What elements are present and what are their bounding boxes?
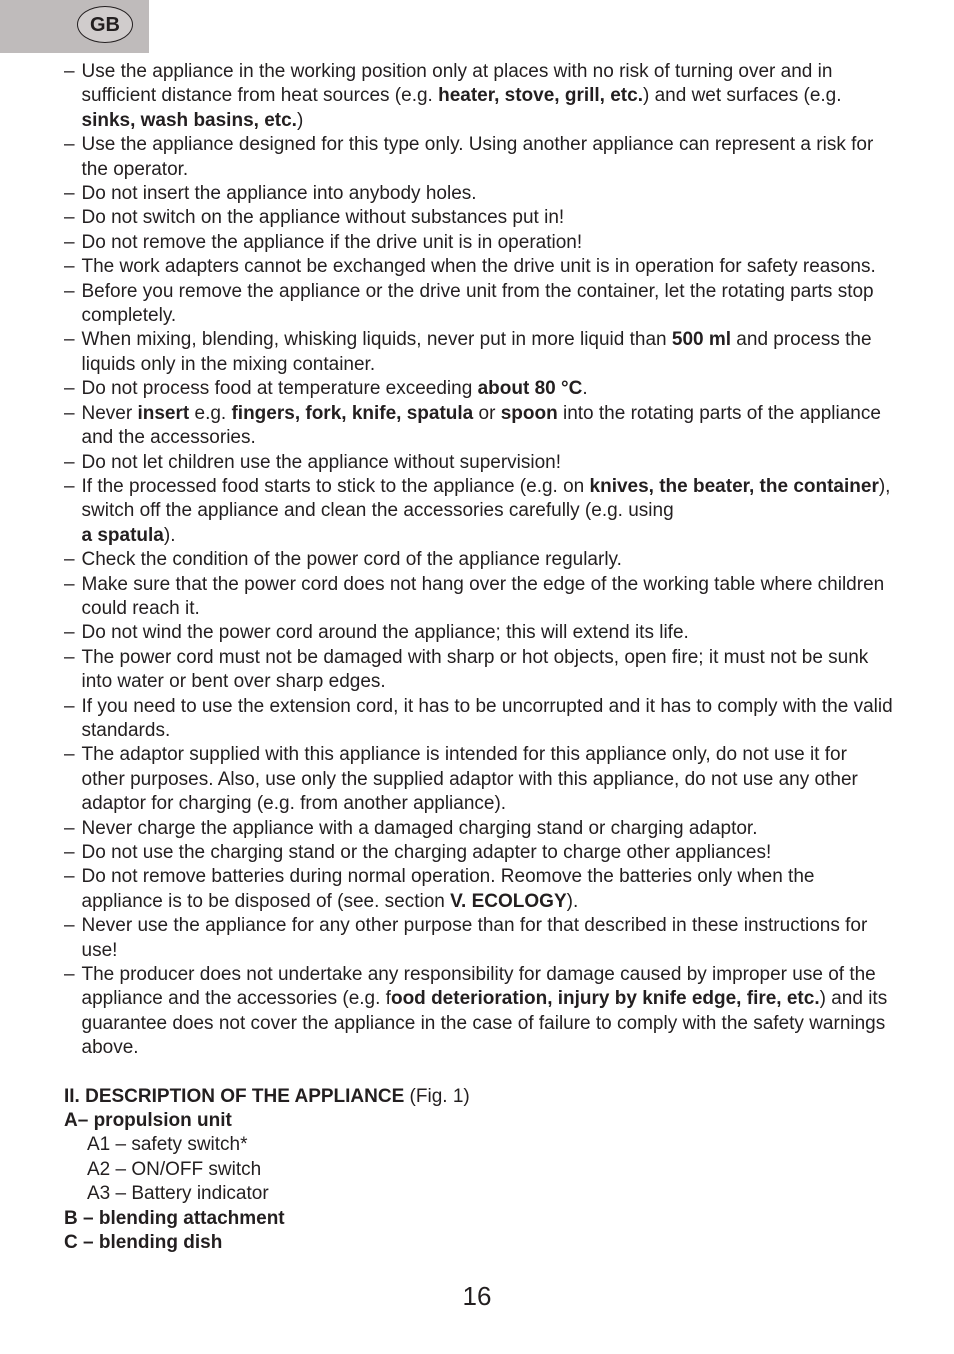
warning-item: – The adaptor supplied with this appliance is intended for this appliance only, do not use it for other purposes. Also, use only the supplied adaptor with this appliance, do not use any other adaptor for charging (e.g. from another appliance). — [64, 743, 894, 816]
warning-item: – Never charge the appliance with a damaged charging stand or charging adaptor. — [64, 817, 894, 841]
warning-item: – Before you remove the appliance or the drive unit from the container, let the rotating parts stop completely. — [64, 280, 894, 329]
part-a-item: A2 – ON/OFF switch — [87, 1158, 262, 1180]
language-tab — [0, 0, 149, 53]
warning-item: – Make sure that the power cord does not hang over the edge of the working table where children could reach it. — [64, 573, 894, 622]
warning-item: – Do not insert the appliance into anybody holes. — [64, 182, 894, 206]
warning-item: – Do not let children use the appliance without supervision! — [64, 451, 894, 475]
warning-item: – Do not process food at temperature exceeding about 80 °C. — [64, 377, 894, 401]
warning-item: – Do not remove batteries during normal operation. Reomove the batteries only when the appliance is to be disposed of (see. section V. ECOLOGY). — [64, 865, 894, 914]
part-a-item: A3 – Battery indicator — [87, 1183, 269, 1205]
warning-item: – The producer does not undertake any responsibility for damage caused by improper use of the appliance and the accessories (e.g. food deterioration, injury by knife edge, fire, etc.) and its guarantee does not cover the appliance in the case of failure to comply with the safety warnings above. — [64, 963, 894, 1061]
warning-item: – Do not use the charging stand or the charging adapter to charge other appliances! — [64, 841, 894, 865]
warning-item: – Do not switch on the appliance without substances put in! — [64, 206, 894, 230]
section-heading-text: II. DESCRIPTION OF THE APPLIANCE — [64, 1085, 405, 1107]
figure-reference: (Fig. 1) — [404, 1085, 470, 1107]
warning-item: – The power cord must not be damaged with sharp or hot objects, open fire; it must not be sunk into water or bent over sharp edges. — [64, 646, 894, 695]
warning-item: – The work adapters cannot be exchanged when the drive unit is in operation for safety reasons. — [64, 255, 894, 279]
warning-item: – Do not remove the appliance if the drive unit is in operation! — [64, 231, 894, 255]
warning-item: – Never insert e.g. fingers, fork, knife, spatula or spoon into the rotating parts of the appliance and the accessories. — [64, 402, 894, 451]
page-content — [64, 60, 894, 1256]
warning-item: – When mixing, blending, whisking liquids, never put in more liquid than 500 ml and process the liquids only in the mixing container. — [64, 328, 894, 377]
part-a-heading: A– propulsion unit — [64, 1110, 232, 1132]
warning-item: – Check the condition of the power cord of the appliance regularly. — [64, 548, 894, 572]
language-badge: GB — [77, 6, 133, 43]
page-number: 16 — [462, 1281, 492, 1311]
part-c-heading: C – blending dish — [64, 1232, 223, 1254]
warning-item: – If you need to use the extension cord, it has to be uncorrupted and it has to comply with the valid standards. — [64, 695, 894, 744]
warning-item: – Use the appliance in the working position only at places with no risk of turning over and in sufficient distance from heat sources (e.g. heater, stove, grill, etc.) and wet surfaces (e.g. sinks, wash basins, etc.) — [64, 60, 894, 133]
part-a-item: A1 – safety switch* — [87, 1134, 248, 1156]
warning-item: – Use the appliance designed for this type only. Using another appliance can represent a risk for the operator. — [64, 133, 894, 182]
warning-item: – Do not wind the power cord around the appliance; this will extend its life. — [64, 621, 894, 645]
section-heading — [64, 1085, 894, 1109]
safety-warnings-list — [64, 60, 894, 1061]
warning-item: – Never use the appliance for any other purpose than for that described in these instructions for use! — [64, 914, 894, 963]
part-b-heading: B – blending attachment — [64, 1207, 285, 1229]
warning-item: – If the processed food starts to stick to the appliance (e.g. on knives, the beater, the container), switch off the appliance and clean the accessories carefully (e.g. using a spatula). — [64, 475, 894, 548]
